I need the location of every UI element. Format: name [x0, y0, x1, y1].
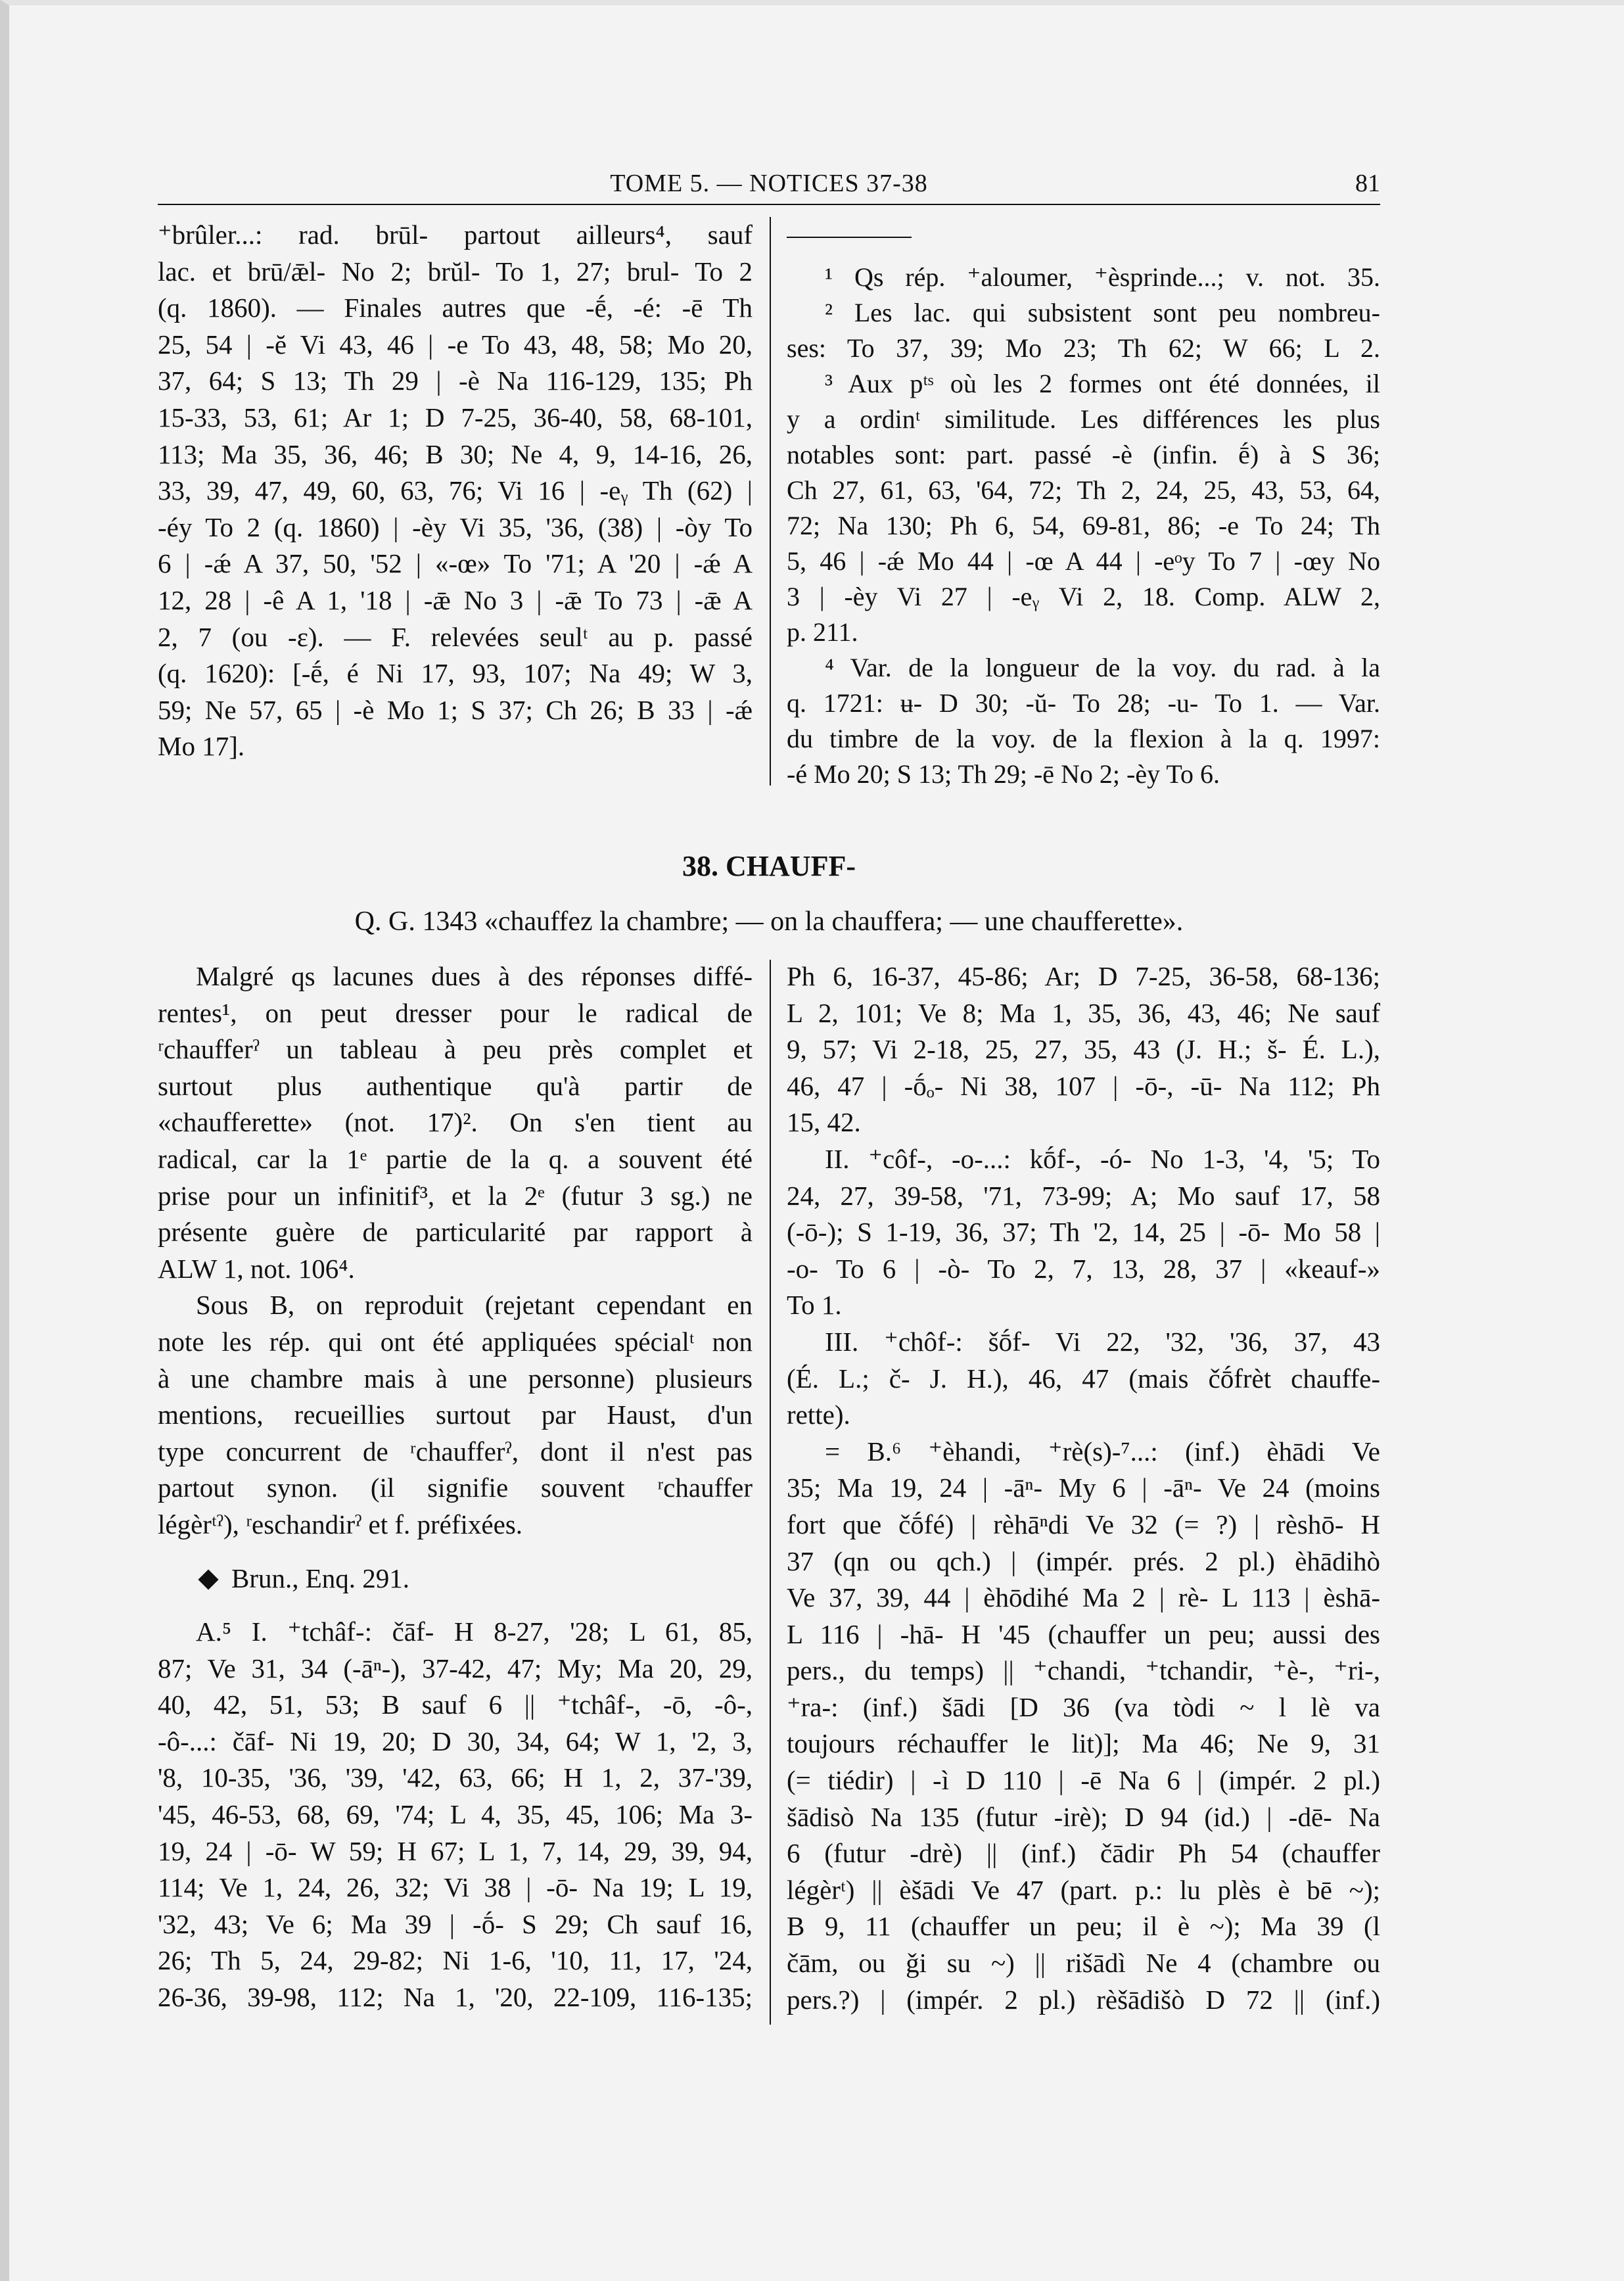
text-line: ⁺brûler...: rad. brūl- partout ailleurs⁴, sauf: [158, 220, 753, 250]
text-line: Malgré qs lacunes dues à des réponses diffé-: [196, 961, 753, 991]
footnote-line: ses: To 37, 39; Mo 23; Th 62; W 66; L 2.: [787, 333, 1380, 363]
text-line: 9, 57; Vi 2-18, 25, 27, 35, 43 (J. H.; š- É. L.),: [787, 1034, 1380, 1065]
text-line: '8, 10-35, '36, '39, '42, 63, 66; H 1, 2, 37-'39,: [158, 1762, 753, 1793]
text-line: -éy To 2 (q. 1860) | -èy Vi 35, '36, (38) | -òy To: [158, 511, 753, 542]
section-title: 38. CHAUFF-: [682, 850, 856, 882]
footnote-line: p. 211.: [787, 617, 858, 647]
text-line: šādisò Na 135 (futur -irè); D 94 (id.) | -dē- Na: [787, 1801, 1380, 1832]
text-line: (É. L.; č- J. H.), 46, 47 (mais čṓfrèt chauffe-: [787, 1363, 1380, 1394]
text-line: L 2, 101; Ve 8; Ma 1, 35, 36, 43, 46; Ne sauf: [787, 997, 1380, 1028]
text-line: 24, 27, 39-58, '71, 73-99; A; Mo sauf 17, 58: [787, 1180, 1380, 1211]
text-line: -ô-...: čāf- Ni 19, 20; D 30, 34, 64; W 1, '2, 3,: [158, 1726, 753, 1756]
footnote-line: notables sont: part. passé -è (infin. ḗ) à S 36;: [787, 440, 1380, 469]
text-line: ALW 1, not. 106⁴.: [158, 1253, 355, 1284]
text-line: 87; Ve 31, 34 (-āⁿ-), 37-42, 47; My; Ma 20, 29,: [158, 1653, 753, 1683]
text-line: 6 | -ǽ A 37, 50, '52 | «-œ» To '71; A '20 | -ǽ A: [158, 548, 753, 579]
footnote-line: 5, 46 | -ǽ Mo 44 | -œ A 44 | -eᵒy To 7 | -œy No: [787, 546, 1380, 576]
footnote-line: ² Les lac. qui subsistent sont peu nombreu-: [825, 298, 1380, 327]
header-rule: [158, 204, 1380, 205]
footnote-line: 3 | -èy Vi 27 | -eᵧ Vi 2, 18. Comp. ALW 2,: [787, 582, 1380, 611]
text-line: partout synon. (il signifie souvent ʳchauffer: [158, 1472, 753, 1503]
text-line: prise pour un infinitif³, et la 2ᵉ (futur 3 sg.) ne: [158, 1180, 753, 1211]
text-line: 6 (futur -drè) || (inf.) čādir Ph 54 (chauffer: [787, 1838, 1380, 1869]
text-line: B 9, 11 (chauffer un peu; il è ~); Ma 39 (l: [787, 1911, 1380, 1942]
text-line: rette).: [787, 1399, 850, 1430]
text-line: présente guère de particularité par rapport à: [158, 1217, 753, 1248]
text-line: 19, 24 | -ō- W 59; H 67; L 1, 7, 14, 29, 39, 94,: [158, 1835, 753, 1866]
bibliography-line: [158, 1561, 753, 1597]
text-line: légèrᵗˀ), ʳeschandirˀ et f. préfixées.: [158, 1509, 523, 1540]
text-line: To 1.: [787, 1290, 842, 1321]
text-line: ʳchaufferˀ un tableau à peu près complet et: [158, 1034, 753, 1065]
footnote-line: -é Mo 20; S 13; Th 29; -ē No 2; -èy To 6.: [787, 759, 1220, 789]
text-line: fort que čṓfé) | rèhāⁿdi Ve 32 (= ?) | rèshō- H: [787, 1509, 1380, 1540]
text-line: = B.⁶ ⁺èhandi, ⁺rè(s)-⁷...: (inf.) èhādi Ve: [825, 1436, 1380, 1467]
text-line: Sous B, on reproduit (rejetant cependant en: [196, 1290, 753, 1321]
text-line: 2, 7 (ou -ɛ). — F. relevées seulᵗ au p. passé: [158, 621, 753, 652]
text-line: L 116 | -hā- H '45 (chauffer un peu; aussi des: [787, 1618, 1380, 1649]
page-number: 81: [1355, 170, 1380, 197]
section-question: Q. G. 1343 «chauffez la chambre; — on la chauffera; — une chaufferette».: [354, 906, 1184, 937]
text-line: Ph 6, 16-37, 45-86; Ar; D 7-25, 36-58, 68-136;: [787, 961, 1380, 991]
text-line: légèrᵗ) || èšādi Ve 47 (part. p.: lu plès è bē ~);: [787, 1874, 1380, 1905]
footnote-line: Ch 27, 61, 63, '64, 72; Th 2, 24, 25, 43, 53, 64,: [787, 475, 1380, 505]
text-line: mentions, recueillies surtout par Haust, d'un: [158, 1399, 753, 1430]
text-line: III. ⁺chôf-: šṓf- Vi 22, '32, '36, 37, 43: [825, 1326, 1380, 1357]
notice-37-continuation: [158, 217, 753, 765]
footnote-line: y a ordinᵗ similitude. Les différences les plus: [787, 404, 1380, 434]
text-line: 12, 28 | -ê A 1, '18 | -ǣ No 3 | -ǣ To 73 | -ǣ A: [158, 584, 753, 615]
text-line: ⁺ra-: (inf.) šādi [D 36 (va tòdi ~ l lè va: [787, 1691, 1380, 1722]
text-line: 114; Ve 1, 24, 26, 32; Vi 38 | -ō- Na 19; L 19,: [158, 1872, 753, 1903]
footnote-line: ¹ Qs rép. ⁺aloumer, ⁺èsprinde...; v. not. 35.: [825, 262, 1380, 292]
text-line: (q. 1620): [-ḗ, é Ni 17, 93, 107; Na 49; W 3,: [158, 658, 753, 689]
text-line: 15-33, 53, 61; Ar 1; D 7-25, 36-40, 58, 68-101,: [158, 402, 753, 433]
text-line: Ve 37, 39, 44 | èhōdihé Ma 2 | rè- L 113 | èshā-: [787, 1582, 1380, 1613]
text-line: 40, 42, 51, 53; B sauf 6 || ⁺tchâf-, -ō, -ô-,: [158, 1689, 753, 1720]
text-line: '45, 46-53, 68, 69, '74; L 4, 35, 45, 106; Ma 3-: [158, 1799, 753, 1830]
text-line: Mo 17].: [158, 731, 245, 762]
footnote-line: ⁴ Var. de la longueur de la voy. du rad. à la: [825, 653, 1380, 682]
footnote-line: ³ Aux pᵗˢ où les 2 formes ont été données, il: [825, 369, 1380, 398]
text-line: rentes¹, on peut dresser pour le radical de: [158, 997, 753, 1028]
text-line: 113; Ma 35, 36, 46; B 30; Ne 4, 9, 14-16, 26,: [158, 438, 753, 469]
text-line: 26-36, 39-98, 112; Na 1, '20, 22-109, 116-135;: [158, 1982, 753, 2013]
text-line: toujours réchauffer le lit)]; Ma 46; Ne 9, 31: [787, 1728, 1380, 1759]
text-line: 33, 39, 47, 49, 60, 63, 76; Vi 16 | -eᵧ Th (62) |: [158, 475, 753, 506]
footnote-line: q. 1721: ʉ- D 30; -ŭ- To 28; -u- To 1. — Var.: [787, 688, 1380, 718]
text-line: -o- To 6 | -ò- To 2, 7, 13, 28, 37 | «keauf-»: [787, 1253, 1380, 1284]
text-line: (= tiédir) | -ì D 110 | -ē Na 6 | (impér. 2 pl.): [787, 1765, 1380, 1796]
footnote-line: du timbre de la voy. de la flexion à la q. 1997:: [787, 724, 1380, 753]
diamond-bullet-icon: [198, 1570, 218, 1590]
text-line: (q. 1860). — Finales autres que -ḗ, -é: -ē Th: [158, 293, 753, 323]
text-line: 37, 64; S 13; Th 29 | -è Na 116-129, 135; Ph: [158, 365, 753, 396]
bibliography-ref: Brun., Enq. 291.: [231, 1563, 410, 1593]
column-divider: [770, 217, 771, 786]
column-divider: [770, 960, 771, 2025]
text-line: II. ⁺côf-, -o-...: kṓf-, -ó- No 1-3, '4, '5; To: [825, 1143, 1380, 1174]
notice-38-right-column: [787, 958, 1380, 2018]
running-header: [158, 168, 1380, 199]
text-line: type concurrent de ʳchaufferˀ, dont il n'est pas: [158, 1436, 753, 1467]
text-line: pers., du temps) || ⁺chandi, ⁺tchandir, ⁺è-, ⁺ri-,: [787, 1655, 1380, 1686]
text-line: 59; Ne 57, 65 | -è Mo 1; S 37; Ch 26; B 33 | -ǽ: [158, 694, 753, 725]
text-line: 35; Ma 19, 24 | -āⁿ- My 6 | -āⁿ- Ve 24 (moins: [787, 1472, 1380, 1503]
text-line: surtout plus authentique qu'à partir de: [158, 1070, 753, 1101]
text-line: note les rép. qui ont été appliquées spécialᵗ non: [158, 1326, 753, 1357]
text-line: 37 (qn ou qch.) | (impér. prés. 2 pl.) èhādihò: [787, 1545, 1380, 1576]
text-line: 46, 47 | -ṓₒ- Ni 38, 107 | -ō-, -ū- Na 112; Ph: [787, 1070, 1380, 1101]
text-line: 15, 42.: [787, 1107, 861, 1138]
text-line: radical, car la 1ᵉ partie de la q. a souvent été: [158, 1143, 753, 1174]
text-line: čām, ou ǧi su ~) || rišādì Ne 4 (chambre ou: [787, 1948, 1380, 1979]
running-title: TOME 5. — NOTICES 37-38: [610, 170, 928, 197]
text-line: 26; Th 5, 24, 29-82; Ni 1-6, '10, 11, 17, '24,: [158, 1945, 753, 1976]
text-line: (-ō-); S 1-19, 36, 37; Th '2, 14, 25 | -ō- Mo 58 |: [787, 1217, 1380, 1248]
text-line: 25, 54 | -ĕ Vi 43, 46 | -e To 43, 48, 58; Mo 20,: [158, 329, 753, 360]
footnote-line: 72; Na 130; Ph 6, 54, 69-81, 86; -e To 24; Th: [787, 511, 1380, 540]
notice-38-left-column: [158, 958, 753, 2016]
footnotes: [787, 260, 1380, 792]
text-line: A.⁵ I. ⁺tchâf-: čāf- H 8-27, '28; L 61, 85,: [196, 1616, 753, 1647]
text-line: à une chambre mais à une personne) plusieurs: [158, 1363, 753, 1394]
text-line: lac. et brū/ǣl- No 2; brŭl- To 1, 27; brul- To 2: [158, 256, 753, 287]
text-line: pers.?) | (impér. 2 pl.) rèšādišò D 72 || (inf.): [787, 1984, 1380, 2015]
footnote-rule: [787, 237, 912, 238]
text-line: '32, 43; Ve 6; Ma 39 | -ṓ- S 29; Ch sauf 16,: [158, 1908, 753, 1939]
text-line: «chaufferette» (not. 17)². On s'en tient au: [158, 1107, 753, 1138]
